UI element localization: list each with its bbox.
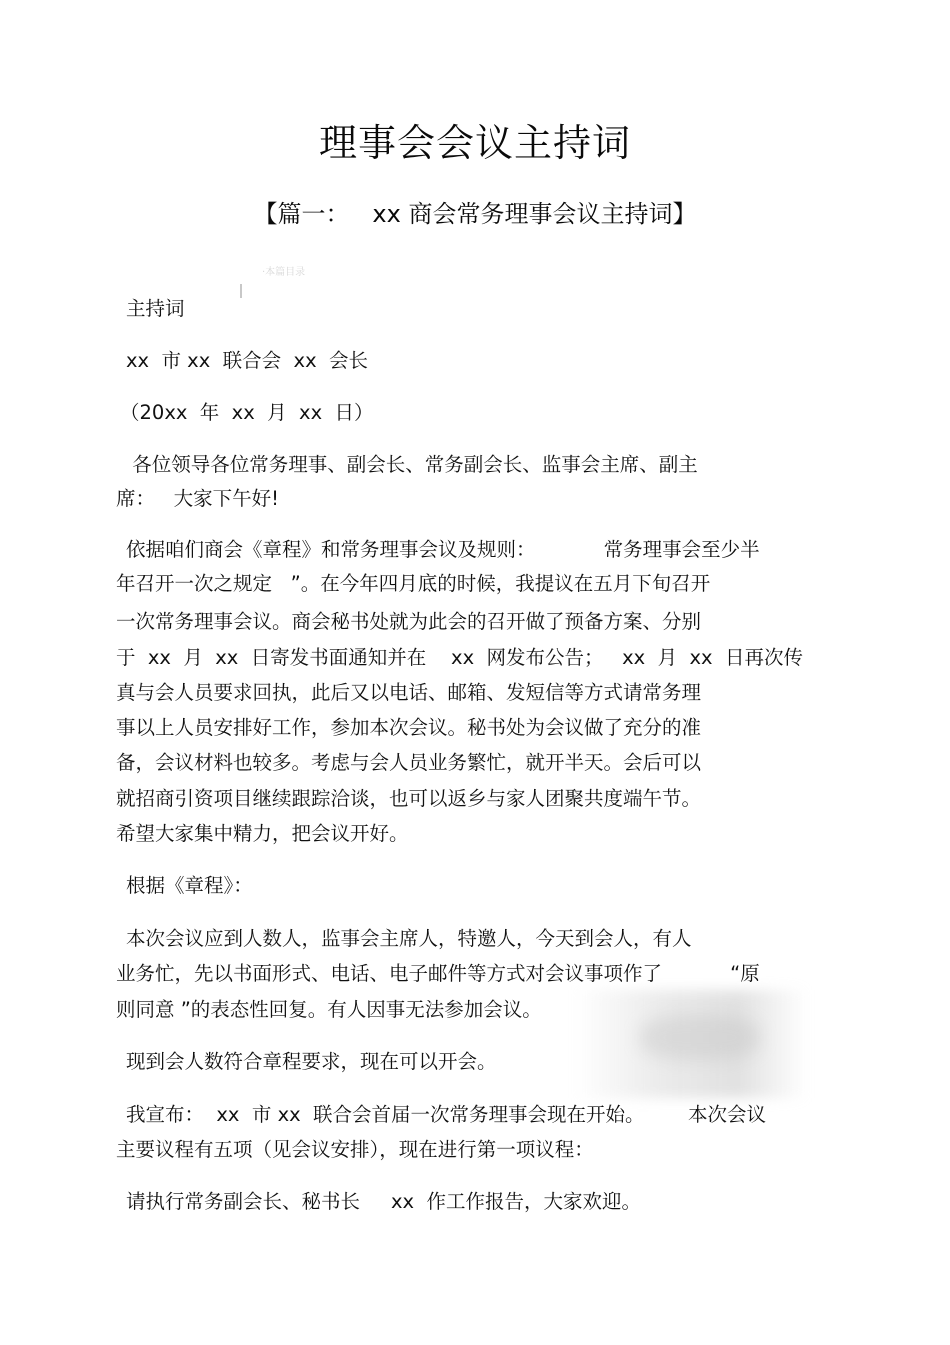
text-line: 本次会议应到人数人，监事会主席人，特邀人，今天到会人，有人 <box>126 927 692 950</box>
document-subtitle: 【篇一： xx 商会常务理事会议主持词】 <box>253 200 697 228</box>
document-title: 理事会会议主持词 <box>318 121 631 165</box>
text-line: xx 市 xx 联合会 xx 会长 <box>126 349 369 372</box>
text-line: 一次常务理事会议。商会秘书处就为此会的召开做了预备方案、分别 <box>116 610 702 633</box>
text-line: 则同意 ”的表态性回复。有人因事无法参加会议。 <box>116 998 542 1021</box>
text-line: 根据《章程》： <box>126 874 253 897</box>
text-line: 事以上人员安排好工作，参加本次会议。秘书处为会议做了充分的准 <box>116 716 702 739</box>
text-line: 于 xx 月 xx 日寄发书面通知并在 xx 网发布公告； xx 月 xx 日再次传 <box>116 646 803 669</box>
faint-mark <box>240 284 242 298</box>
text-line: 年召开一次之规定 ”。在今年四月底的时候，我提议在五月下旬召开 <box>116 572 711 595</box>
text-line: 依据咱们商会《章程》和常务理事会议及规则： 常务理事会至少半 <box>126 538 760 561</box>
watermark-landscape-shadow <box>640 1015 760 1060</box>
text-line: 真与会人员要求回执，此后又以电话、邮箱、发短信等方式请常务理 <box>116 681 702 704</box>
text-line: 业务忙，先以书面形式、电话、电子邮件等方式对会议事项作了 “原 <box>116 962 760 985</box>
text-line: 席： 大家下午好! <box>116 487 279 510</box>
text-line: 就招商引资项目继续跟踪洽谈，也可以返乡与家人团聚共度端午节。 <box>116 787 702 810</box>
text-line: 我宣布： xx 市 xx 联合会首届一次常务理事会现在开始。 本次会议 <box>126 1103 766 1126</box>
text-line: 请执行常务副会长、秘书长 xx 作工作报告，大家欢迎。 <box>126 1190 641 1213</box>
text-line: 主要议程有五项（见会议安排），现在进行第一项议程： <box>116 1138 594 1161</box>
text-line: 主持词 <box>126 297 185 320</box>
text-line: 现到会人数符合章程要求，现在可以开会。 <box>126 1050 497 1073</box>
text-line: 各位领导各位常务理事、副会长、常务副会长、监事会主席、副主 <box>126 453 698 476</box>
faint-stamp-text: ·本篇目录 <box>262 267 306 278</box>
text-line: （20xx 年 xx 月 xx 日） <box>120 401 374 424</box>
text-line: 备，会议材料也较多。考虑与会人员业务繁忙，就开半天。会后可以 <box>116 751 702 774</box>
text-line: 希望大家集中精力，把会议开好。 <box>116 822 409 845</box>
